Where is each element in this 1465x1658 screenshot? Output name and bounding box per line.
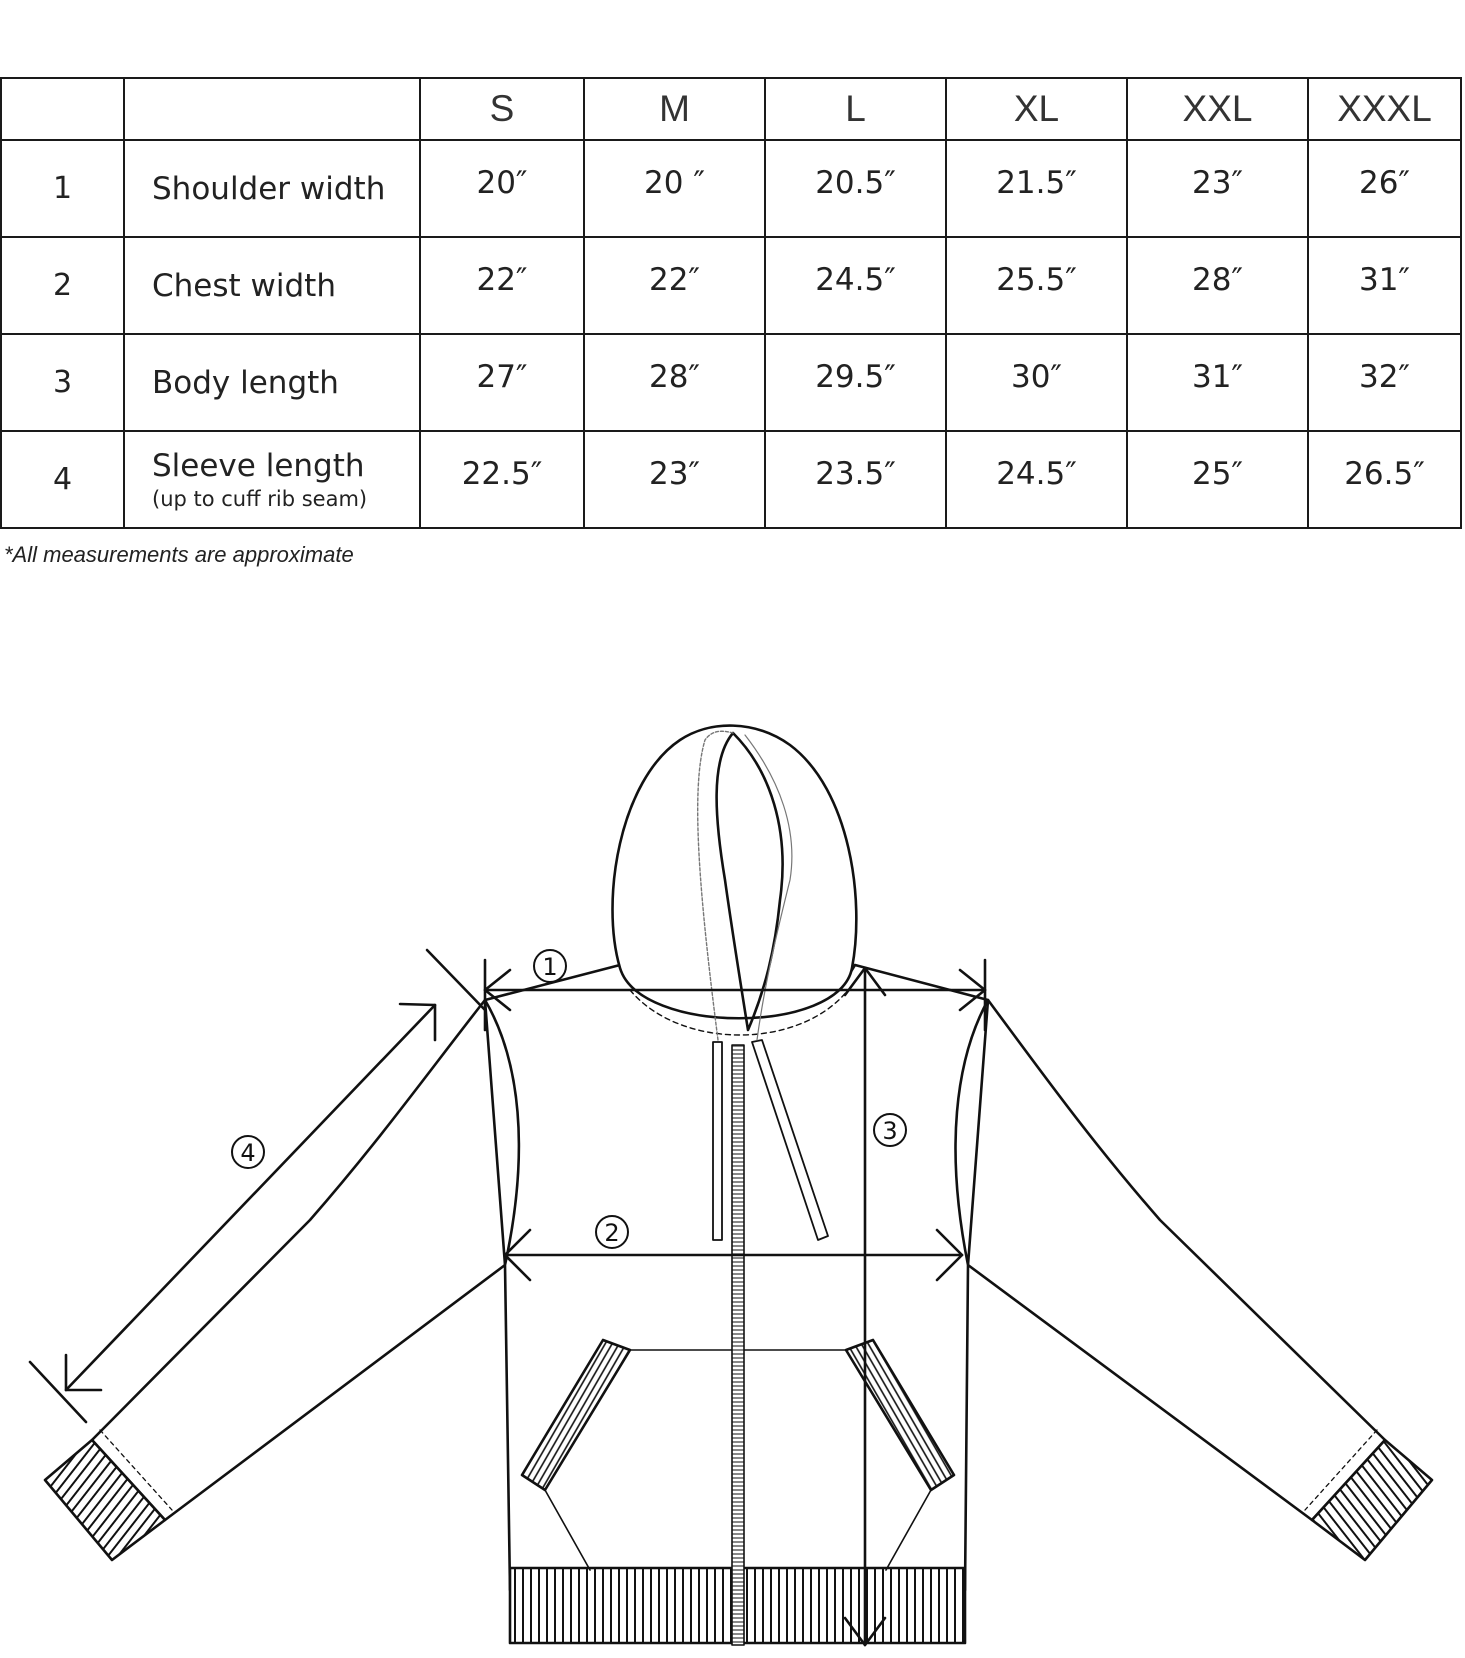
cell-value: 21.5″	[996, 164, 1077, 201]
size-header-xxxl: XXXL	[1308, 78, 1461, 140]
marker-4-text: 4	[240, 1139, 256, 1167]
cell-value: 25″	[1191, 455, 1244, 492]
approximate-note: *All measurements are approximate	[4, 542, 354, 567]
cell-value: 24.5″	[996, 455, 1077, 492]
cell-value: 26.5″	[1344, 455, 1425, 492]
marker-4	[232, 1136, 264, 1168]
right-sleeve	[968, 1000, 1385, 1520]
marker-1-text: 1	[542, 953, 558, 981]
cell-value: 22.5″	[461, 455, 543, 492]
size-header-xl: XL	[946, 78, 1127, 140]
marker-2	[596, 1216, 628, 1248]
cell-value: 31″	[1191, 358, 1244, 395]
cell-value: 20 ″	[644, 164, 705, 201]
cell-value: 26″	[1358, 164, 1411, 201]
front-zipper	[732, 1045, 744, 1645]
sleeve-tick-bottom	[30, 1362, 86, 1422]
cell-value: 23″	[1191, 164, 1244, 201]
size-header-xxl: XXL	[1127, 78, 1308, 140]
label-text: Body length	[152, 364, 339, 401]
hood	[613, 726, 857, 1019]
marker-1	[534, 950, 566, 982]
sleeve-tick-top	[427, 950, 485, 1010]
row-number: 4	[1, 431, 124, 528]
label-subtext: (up to cuff rib seam)	[152, 486, 368, 511]
cell-value: 25.5″	[996, 261, 1077, 298]
cell-value: 29.5″	[815, 358, 896, 395]
left-sleeve	[92, 1000, 505, 1520]
cell-value: 28″	[1191, 261, 1244, 298]
cell-value: 30″	[1010, 358, 1063, 395]
cell-value: 22″	[476, 261, 528, 298]
size-header-m: M	[584, 78, 765, 140]
row-number: 3	[1, 334, 124, 431]
row-number: 1	[1, 140, 124, 237]
row-number: 2	[1, 237, 124, 334]
cell-value: 31″	[1358, 261, 1411, 298]
label-text: Chest width	[152, 267, 336, 304]
size-header-l: L	[765, 78, 946, 140]
label-text: Shoulder width	[152, 170, 386, 207]
cell-value: 22″	[648, 261, 701, 298]
marker-3	[874, 1114, 906, 1146]
size-header-s: S	[420, 78, 584, 140]
cell-value: 23″	[648, 455, 701, 492]
cell-value: 27″	[476, 358, 528, 395]
label-text: Sleeve length	[152, 447, 365, 484]
cell-value: 24.5″	[815, 261, 896, 298]
cell-value: 20.5″	[815, 164, 896, 201]
marker-2-text: 2	[604, 1219, 620, 1247]
cell-value: 28″	[648, 358, 701, 395]
marker-3-text: 3	[882, 1117, 898, 1145]
cell-value: 23.5″	[815, 455, 896, 492]
cell-value: 32″	[1358, 358, 1411, 395]
cell-value: 20″	[476, 164, 528, 201]
